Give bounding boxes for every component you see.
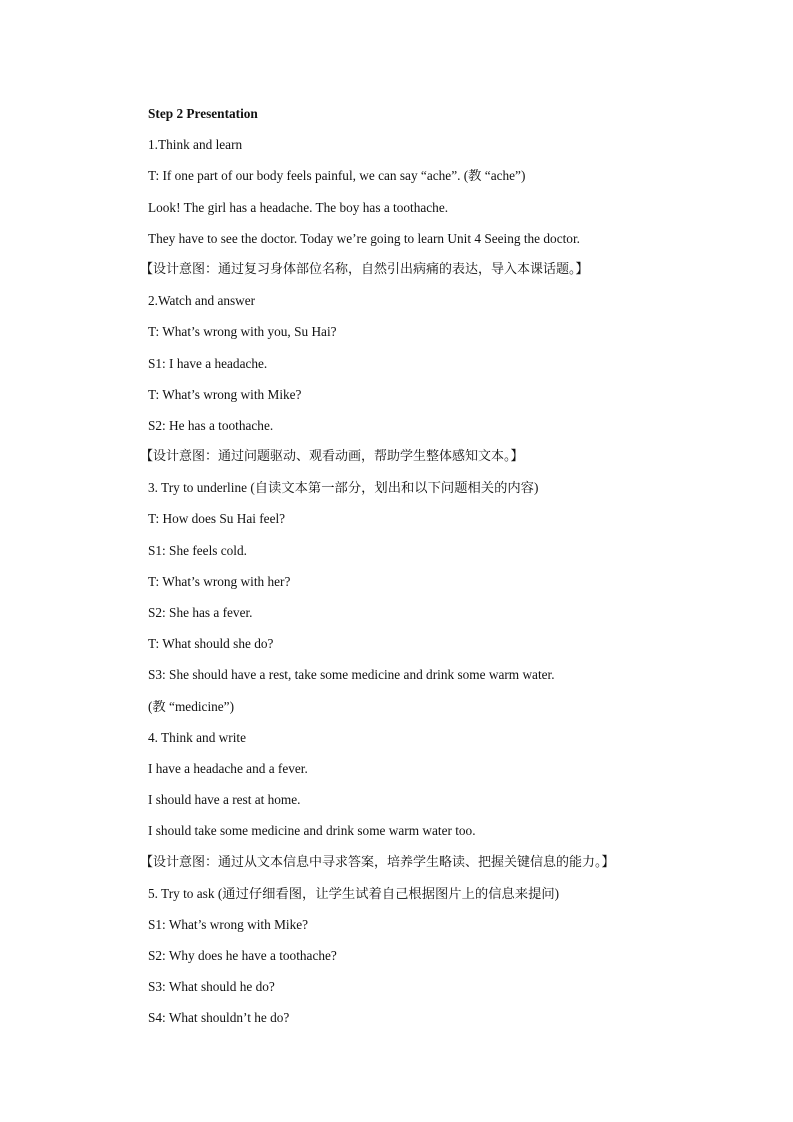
- dialogue-line: T: What’s wrong with Mike?: [148, 386, 302, 402]
- design-intent-note: 【设计意图：通过复习身体部位名称，自然引出病痛的表达，导入本课话题。】: [140, 261, 589, 277]
- design-intent-note: 【设计意图：通过从文本信息中寻求答案，培养学生略读、把握关键信息的能力。】: [140, 854, 615, 870]
- dialogue-line: S2: He has a toothache.: [148, 417, 274, 433]
- dialogue-line: T: What’s wrong with you, Su Hai?: [148, 324, 337, 340]
- text-line: They have to see the doctor. Today we’re going to learn Unit 4 Seeing the doctor.: [148, 230, 580, 246]
- activity-title: 5. Try to ask (通过仔细看图，让学生试着自己根据图片上的信息来提问): [148, 885, 560, 901]
- dialogue-line: S2: Why does he have a toothache?: [148, 948, 337, 964]
- design-intent-note: 【设计意图：通过问题驱动、观看动画，帮助学生整体感知文本。】: [140, 449, 524, 465]
- dialogue-line: S2: She has a fever.: [148, 605, 253, 620]
- dialogue-line: S1: She feels cold.: [148, 542, 247, 558]
- activity-title: 2.Watch and answer: [148, 293, 256, 309]
- dialogue-line: S4: What shouldn’t he do?: [148, 1010, 290, 1026]
- dialogue-line: T: What’s wrong with her?: [148, 573, 291, 589]
- dialogue-line: S1: I have a headache.: [148, 355, 268, 371]
- dialogue-line: T: How does Su Hai feel?: [148, 511, 286, 527]
- activity-title: 4. Think and write: [148, 729, 246, 745]
- activity-title: 3. Try to underline (自读文本第一部分，划出和以下问题相关的内容): [148, 480, 539, 496]
- dialogue-line: S1: What’s wrong with Mike?: [148, 916, 309, 932]
- document-page: [140, 98, 708, 1034]
- dialogue-line: S3: What should he do?: [148, 979, 275, 995]
- text-line: I have a headache and a fever.: [148, 760, 308, 776]
- text-line: I should have a rest at home.: [148, 792, 301, 808]
- text-line: Look! The girl has a headache. The boy has a toothache.: [148, 199, 449, 215]
- text-line: I should take some medicine and drink some warm water too.: [148, 823, 476, 839]
- text-line: (教 “medicine”): [148, 698, 235, 714]
- dialogue-line: T: What should she do?: [148, 636, 274, 652]
- activity-title: 1.Think and learn: [148, 137, 243, 153]
- dialogue-line: S3: She should have a rest, take some medicine and drink some warm water.: [148, 667, 555, 683]
- dialogue-line: T: If one part of our body feels painful, we can say “ache”. (教 “ache”): [148, 168, 526, 184]
- section-heading: Step 2 Presentation: [148, 106, 258, 121]
